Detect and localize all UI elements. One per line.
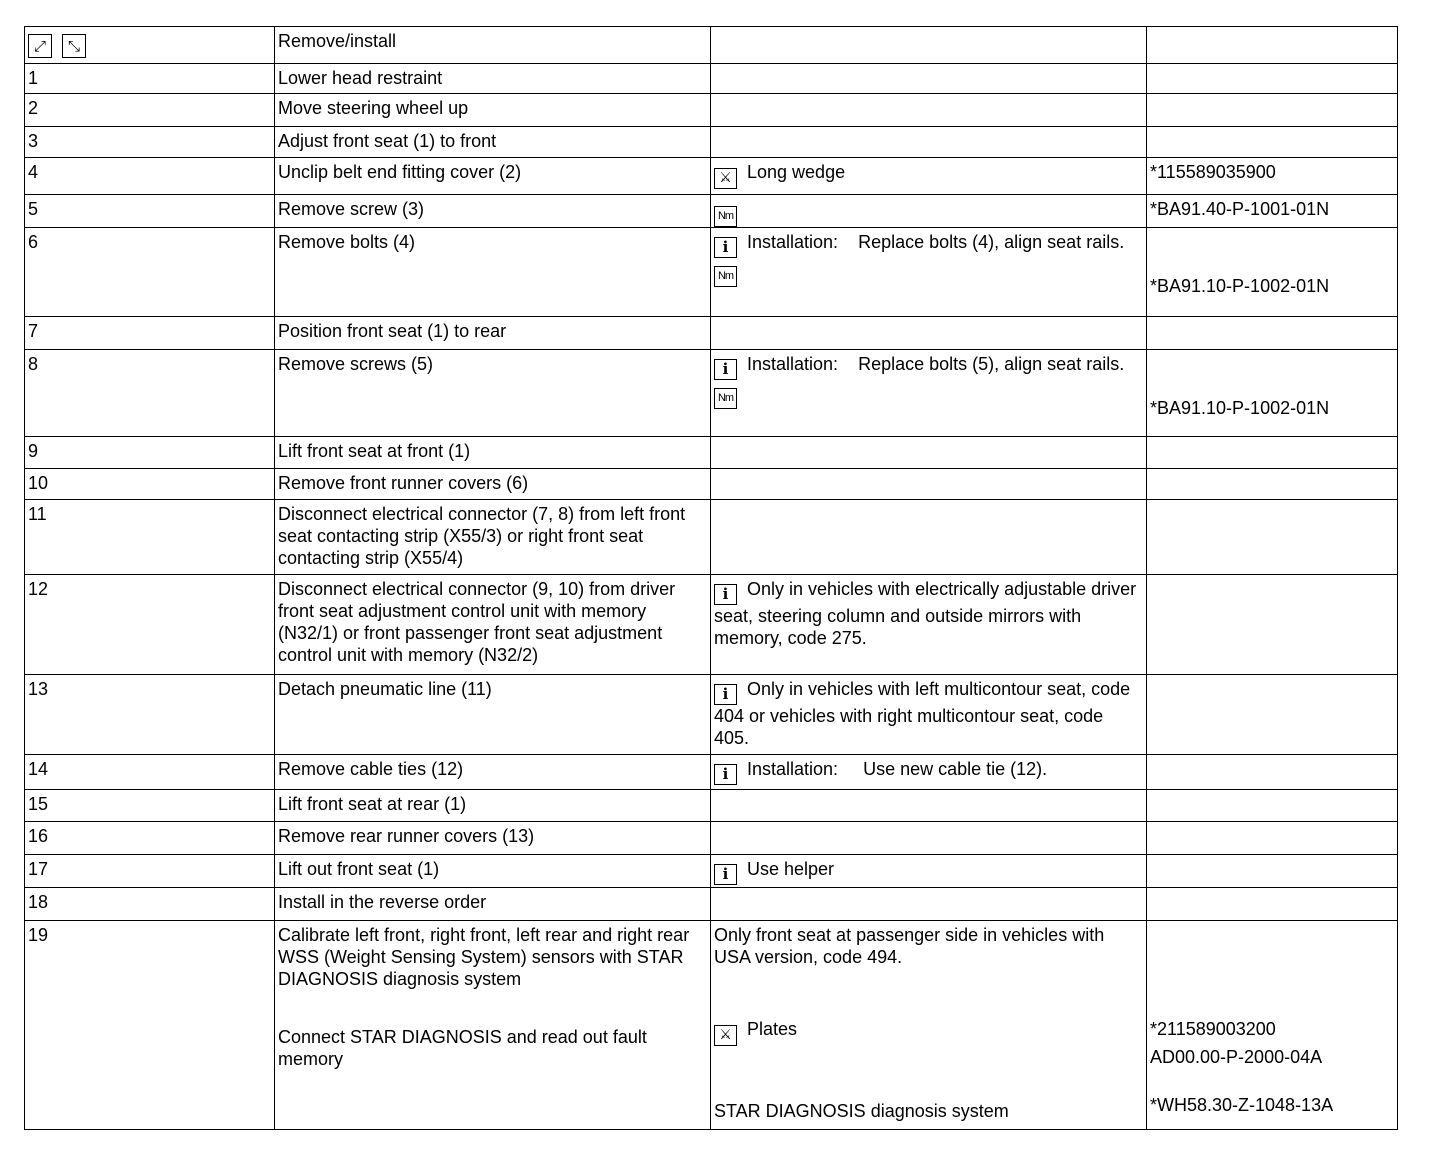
step-note bbox=[711, 195, 1147, 228]
header-icons-cell bbox=[25, 27, 275, 64]
step-note bbox=[711, 675, 1147, 755]
step-number: 14 bbox=[25, 755, 275, 790]
step-action-calibrate: Calibrate left front, right front, left rear and right rear WSS (Weight Sensing System) sensors with STAR DIAGNOSIS diagnosis system bbox=[278, 925, 690, 989]
table-row bbox=[25, 127, 1398, 158]
doc-reference: AD00.00-P-2000-04A bbox=[1150, 1047, 1323, 1067]
step-reference: *BA91.10-P-1002-01N bbox=[1147, 350, 1398, 437]
note-label: Installation: bbox=[747, 232, 839, 252]
tool-reference: *211589003200 bbox=[1150, 1019, 1276, 1039]
collapse-arrows-icon: ⤡ bbox=[62, 34, 86, 58]
step-note bbox=[711, 755, 1147, 790]
step-action: Remove rear runner covers (13) bbox=[275, 822, 711, 855]
step-action: Move steering wheel up bbox=[275, 94, 711, 127]
step-number: 17 bbox=[25, 855, 275, 888]
info-icon: i bbox=[714, 684, 737, 705]
table-row bbox=[25, 27, 1398, 64]
note-label: Installation: bbox=[747, 759, 839, 779]
note-text: Only in vehicles with left multicontour seat, code 404 or vehicles with right multicontour seat, code 405. bbox=[714, 679, 1131, 748]
table-row bbox=[25, 575, 1398, 675]
special-tool-icon: ⚔ bbox=[714, 1025, 737, 1046]
step-action: Remove cable ties (12) bbox=[275, 755, 711, 790]
step-number: 12 bbox=[25, 575, 275, 675]
note-label: Installation: bbox=[747, 354, 839, 374]
step-number: 1 bbox=[25, 64, 275, 94]
diagnosis-system: STAR DIAGNOSIS diagnosis system bbox=[714, 1101, 1009, 1121]
step-number: 15 bbox=[25, 790, 275, 822]
step-note bbox=[711, 855, 1147, 888]
table-row bbox=[25, 790, 1398, 822]
step-reference: *115589035900 bbox=[1147, 158, 1398, 195]
step-number: 18 bbox=[25, 888, 275, 921]
step-action: Adjust front seat (1) to front bbox=[275, 127, 711, 158]
info-icon: i bbox=[714, 359, 737, 380]
step-number: 5 bbox=[25, 195, 275, 228]
note-text: Replace bolts (4), align seat rails. bbox=[858, 232, 1125, 252]
info-icon: i bbox=[714, 764, 737, 785]
torque-nm-icon: Nm bbox=[714, 266, 737, 287]
table-row bbox=[25, 822, 1398, 855]
system-reference: *WH58.30-Z-1048-13A bbox=[1150, 1095, 1334, 1115]
torque-nm-icon: Nm bbox=[714, 388, 737, 409]
table-row bbox=[25, 158, 1398, 195]
info-icon: i bbox=[714, 864, 737, 885]
table-row bbox=[25, 855, 1398, 888]
note-text: Only in vehicles with electrically adjustable driver seat, steering column and outside mirrors with memory, code 275. bbox=[714, 579, 1137, 648]
step-number: 8 bbox=[25, 350, 275, 437]
procedure-table bbox=[24, 26, 1398, 1130]
step-action: Position front seat (1) to rear bbox=[275, 317, 711, 350]
step-note bbox=[711, 350, 1147, 437]
table-row bbox=[25, 228, 1398, 317]
step-number: 13 bbox=[25, 675, 275, 755]
step-number: 3 bbox=[25, 127, 275, 158]
step-action: Unclip belt end fitting cover (2) bbox=[275, 158, 711, 195]
header-title: Remove/install bbox=[275, 27, 711, 64]
step-action: Lift front seat at front (1) bbox=[275, 437, 711, 469]
step-action-connect: Connect STAR DIAGNOSIS and read out fault memory bbox=[278, 1027, 647, 1069]
table-row bbox=[25, 350, 1398, 437]
step-reference bbox=[1147, 921, 1398, 1130]
step-action bbox=[275, 921, 711, 1130]
info-icon: i bbox=[714, 584, 737, 605]
table-row bbox=[25, 317, 1398, 350]
step-reference: *BA91.40-P-1001-01N bbox=[1147, 195, 1398, 228]
info-icon: i bbox=[714, 237, 737, 258]
table-row bbox=[25, 195, 1398, 228]
note-text: Use helper bbox=[747, 859, 835, 879]
step-note bbox=[711, 575, 1147, 675]
step-action: Remove screws (5) bbox=[275, 350, 711, 437]
step-number: 10 bbox=[25, 469, 275, 500]
step-note bbox=[711, 228, 1147, 317]
step-action: Disconnect electrical connector (9, 10) from driver front seat adjustment control unit with memory (N32/1) or front passenger front seat adjustment control unit with memory (N32/2) bbox=[275, 575, 711, 675]
table-row bbox=[25, 500, 1398, 575]
step-action: Lift front seat at rear (1) bbox=[275, 790, 711, 822]
table-row bbox=[25, 675, 1398, 755]
step-number: 4 bbox=[25, 158, 275, 195]
step-reference: *BA91.10-P-1002-01N bbox=[1147, 228, 1398, 317]
step-number: 11 bbox=[25, 500, 275, 575]
step-number: 19 bbox=[25, 921, 275, 1130]
table-row bbox=[25, 755, 1398, 790]
table-row bbox=[25, 469, 1398, 500]
step-action: Detach pneumatic line (11) bbox=[275, 675, 711, 755]
special-tool-icon: ⚔ bbox=[714, 168, 737, 189]
step-number: 6 bbox=[25, 228, 275, 317]
step-note bbox=[711, 921, 1147, 1130]
expand-arrows-icon: ⤢ bbox=[28, 34, 52, 58]
step-number: 16 bbox=[25, 822, 275, 855]
step-note bbox=[711, 158, 1147, 195]
torque-nm-icon: Nm bbox=[714, 206, 737, 227]
step-action: Disconnect electrical connector (7, 8) from left front seat contacting strip (X55/3) or right front seat contacting strip (X55/4) bbox=[275, 500, 711, 575]
table-row bbox=[25, 437, 1398, 469]
table-row bbox=[25, 921, 1398, 1130]
table-row bbox=[25, 94, 1398, 127]
tool-name: Plates bbox=[747, 1019, 798, 1039]
step-action: Remove front runner covers (6) bbox=[275, 469, 711, 500]
step-number: 2 bbox=[25, 94, 275, 127]
step-action: Remove screw (3) bbox=[275, 195, 711, 228]
step-action: Lower head restraint bbox=[275, 64, 711, 94]
step-action: Lift out front seat (1) bbox=[275, 855, 711, 888]
step-action: Remove bolts (4) bbox=[275, 228, 711, 317]
step-number: 9 bbox=[25, 437, 275, 469]
step-number: 7 bbox=[25, 317, 275, 350]
note-text: Only front seat at passenger side in vehicles with USA version, code 494. bbox=[714, 925, 1105, 967]
table-row bbox=[25, 64, 1398, 94]
note-text: Replace bolts (5), align seat rails. bbox=[858, 354, 1125, 374]
note-text: Use new cable tie (12). bbox=[863, 759, 1048, 779]
table-row bbox=[25, 888, 1398, 921]
tool-name: Long wedge bbox=[747, 162, 846, 182]
step-action: Install in the reverse order bbox=[275, 888, 711, 921]
